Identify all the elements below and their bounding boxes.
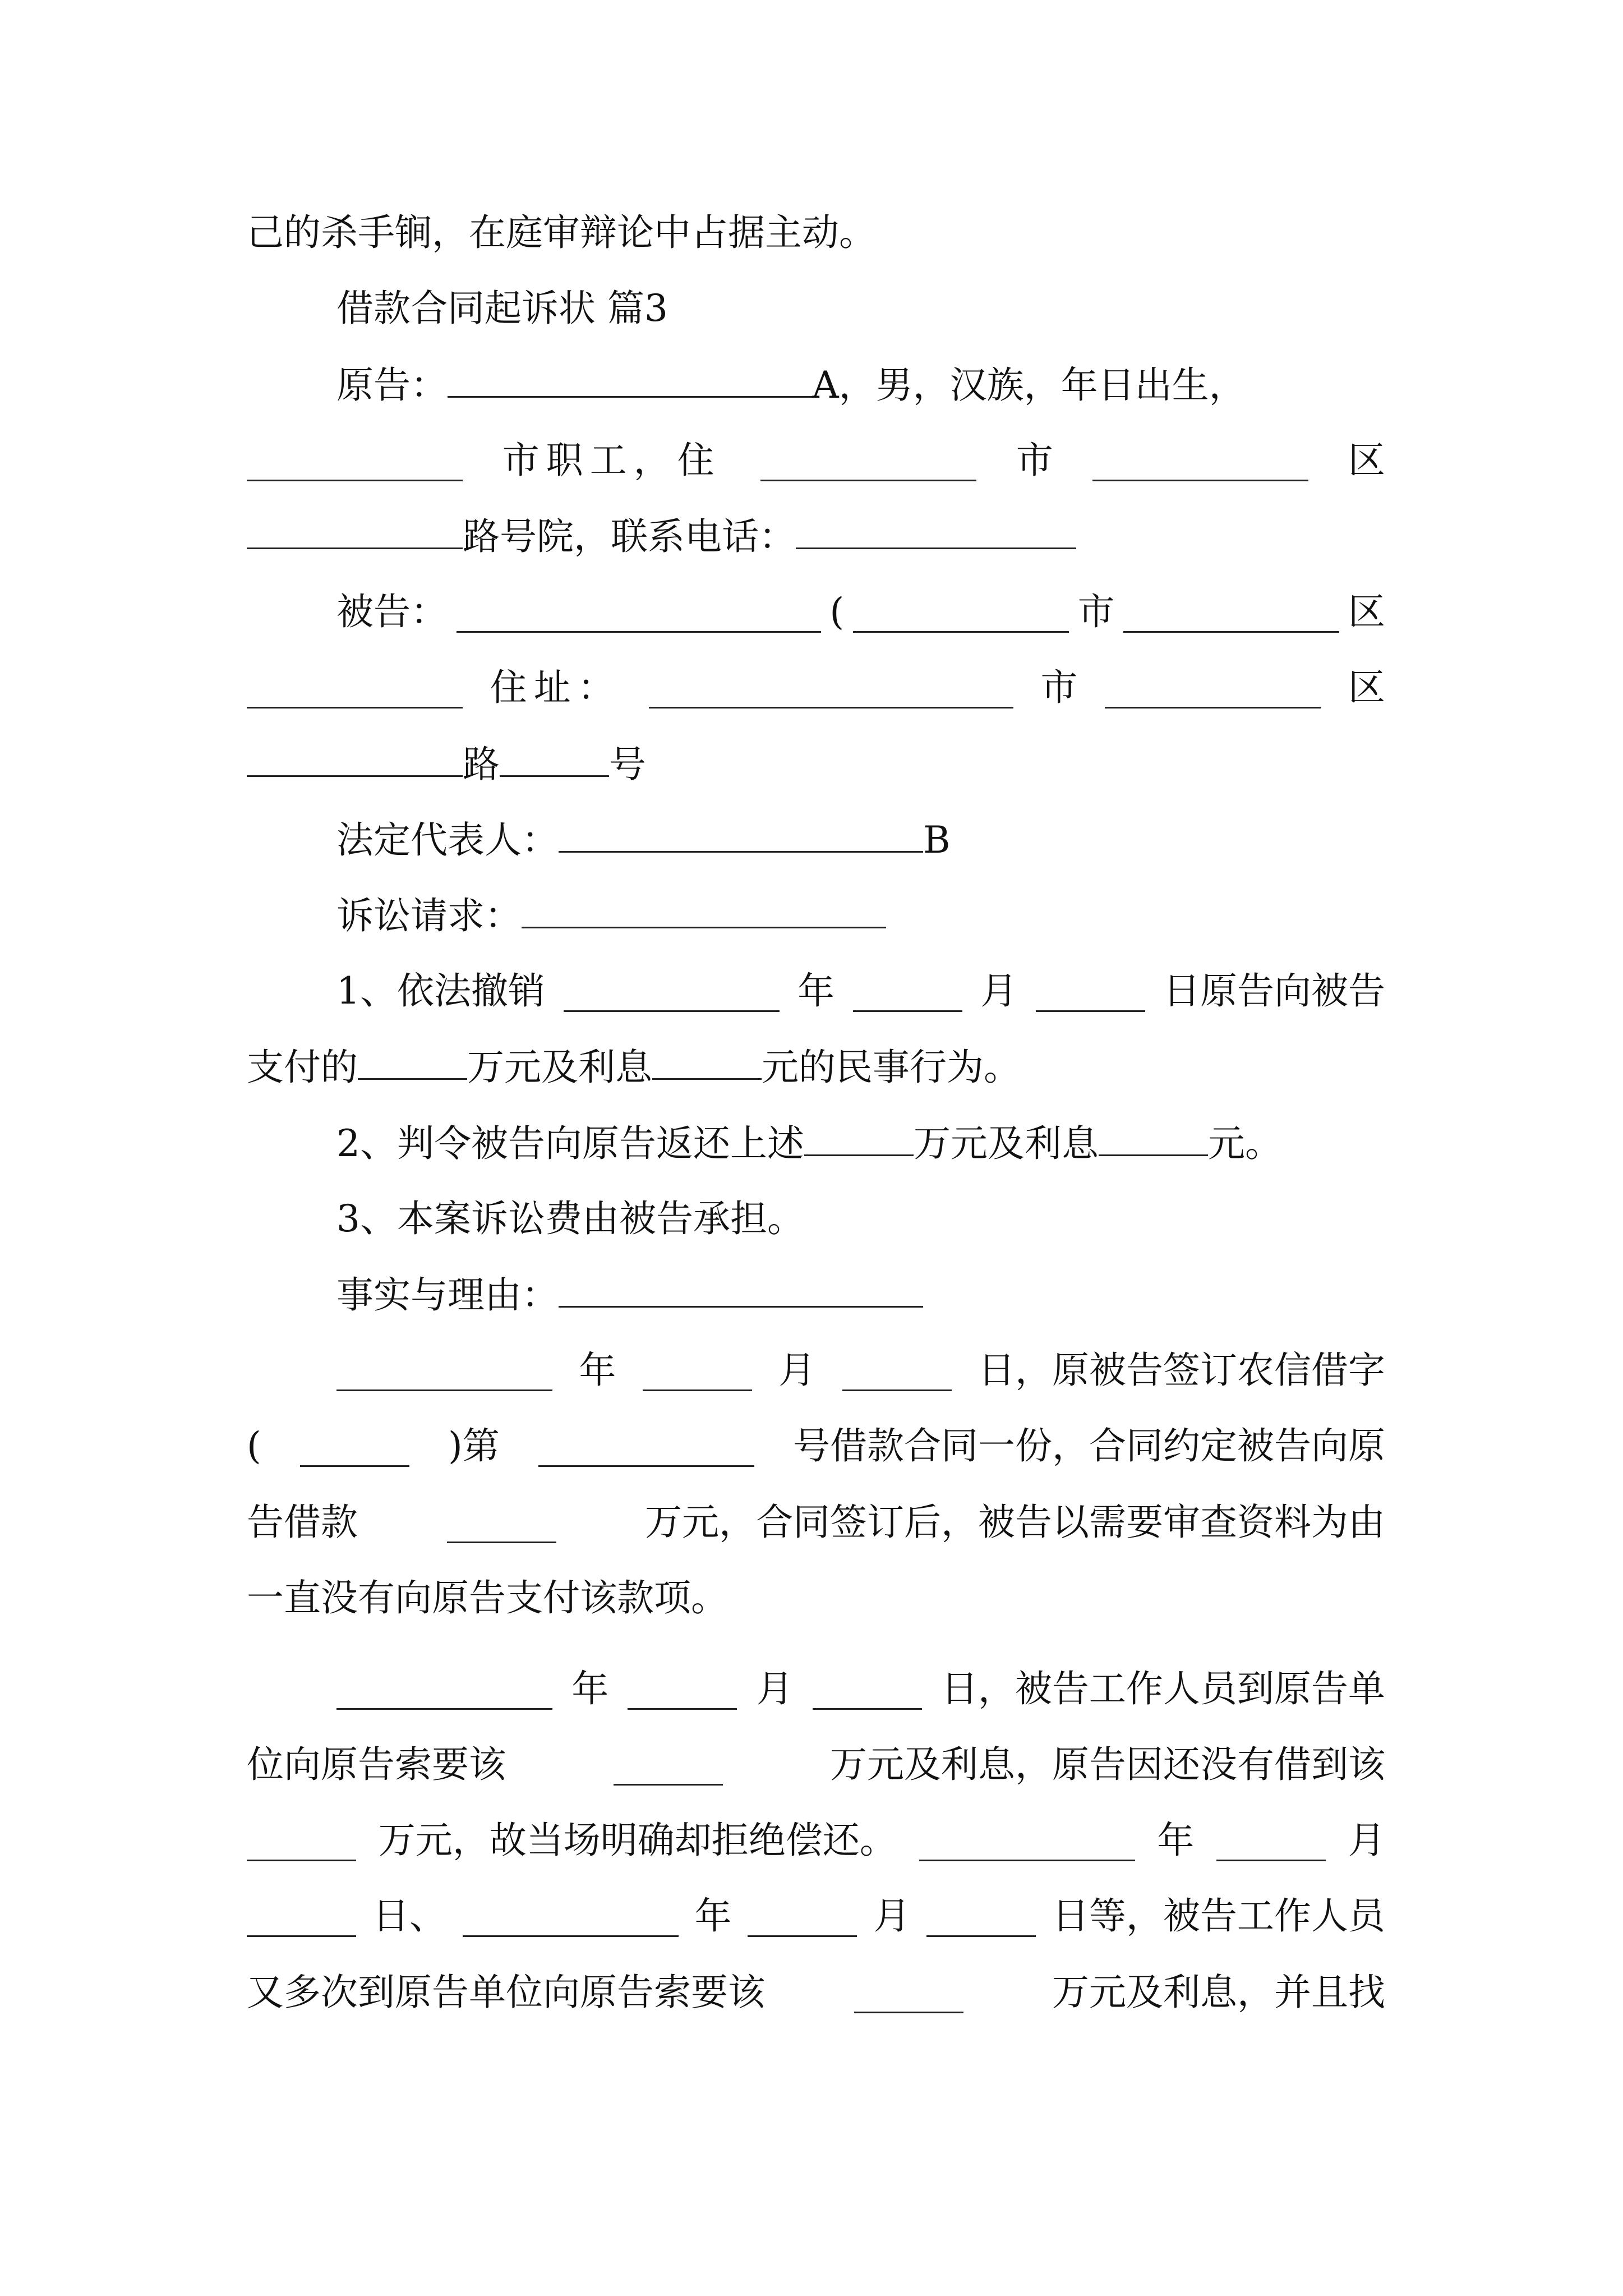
text: 年 bbox=[579, 1349, 616, 1392]
claims-heading-line bbox=[336, 887, 1385, 944]
text: 年 bbox=[694, 1894, 732, 1938]
text: 日原告向被告 bbox=[1163, 969, 1385, 1013]
text: 日等，被告工作人员 bbox=[1052, 1894, 1385, 1938]
text: B bbox=[923, 818, 951, 862]
claim-3-line bbox=[336, 1191, 1385, 1247]
text: 市 bbox=[1016, 439, 1053, 482]
blank-field bbox=[1123, 592, 1339, 633]
claim-1-line bbox=[336, 963, 1385, 1019]
plaintiff-line bbox=[336, 357, 1385, 413]
text: 一直没有向原告支付该款项。 bbox=[247, 1576, 728, 1619]
text: 万元，故当场明确却拒绝偿还。 bbox=[378, 1819, 897, 1862]
blank-field bbox=[1092, 440, 1308, 481]
facts-heading-line bbox=[336, 1267, 1385, 1323]
blank-field bbox=[854, 1972, 963, 2013]
blank-field bbox=[853, 971, 962, 1012]
text: 告借款 bbox=[247, 1501, 358, 1544]
blank-field bbox=[796, 508, 1076, 549]
defendant-line bbox=[336, 584, 1385, 640]
blank-field bbox=[448, 357, 812, 398]
label: 诉讼请求： bbox=[336, 894, 522, 937]
text: 日、 bbox=[372, 1894, 446, 1938]
blank-field bbox=[336, 1350, 552, 1391]
text: 市 bbox=[1077, 590, 1115, 633]
blank-field bbox=[813, 1669, 922, 1710]
text: ( bbox=[829, 590, 845, 633]
text: 月 bbox=[778, 1349, 816, 1392]
text: 己的杀手锏，在庭审辩论中占据主动。 bbox=[247, 211, 876, 254]
facts-line-3 bbox=[247, 1494, 1385, 1550]
plaintiff-address-line bbox=[247, 432, 1385, 489]
text: 月 bbox=[873, 1894, 911, 1938]
blank-field bbox=[500, 736, 609, 777]
text: 市职工，住 bbox=[502, 439, 721, 482]
facts-line-1 bbox=[336, 1342, 1385, 1398]
blank-field bbox=[559, 1267, 923, 1308]
text: )第 bbox=[448, 1424, 500, 1467]
text: 路号院，联系电话： bbox=[463, 515, 796, 558]
blank-field bbox=[247, 668, 463, 708]
blank-field bbox=[247, 1896, 356, 1937]
blank-field bbox=[336, 1669, 552, 1710]
label: 原告： bbox=[336, 364, 448, 407]
blank-field bbox=[247, 440, 463, 481]
facts-line-8 bbox=[247, 1888, 1385, 1944]
text: 万元及利息 bbox=[467, 1046, 652, 1089]
blank-field bbox=[358, 1039, 467, 1080]
blank-field bbox=[247, 1820, 356, 1861]
blank-field bbox=[643, 1350, 752, 1391]
label: 被告： bbox=[336, 590, 448, 633]
text: 位向原告索要该 bbox=[247, 1743, 506, 1786]
text: 年 bbox=[797, 969, 834, 1013]
blank-field bbox=[1216, 1820, 1326, 1861]
blank-field bbox=[447, 1502, 556, 1543]
blank-field bbox=[652, 1039, 762, 1080]
text: 号 bbox=[609, 743, 646, 786]
text: 区 bbox=[1348, 590, 1385, 633]
facts-line-9 bbox=[247, 1964, 1385, 2021]
heading-text: 借款合同起诉状 篇3 bbox=[336, 287, 668, 330]
label: 法定代表人： bbox=[336, 818, 559, 862]
blank-field bbox=[614, 1745, 723, 1786]
defendant-address-line bbox=[247, 660, 1385, 716]
text: 1、依法撤销 bbox=[336, 969, 545, 1013]
text: 2、判令被告向原告返还上述 bbox=[336, 1122, 804, 1165]
blank-field bbox=[804, 1115, 914, 1156]
blank-field bbox=[748, 1896, 857, 1937]
text: 月 bbox=[980, 969, 1017, 1013]
text: 万元，合同签订后，被告以需要审查资料为由 bbox=[645, 1501, 1385, 1544]
blank-field bbox=[853, 592, 1069, 633]
text: 万元及利息，原告因还没有借到该 bbox=[830, 1743, 1385, 1786]
text: 区 bbox=[1348, 666, 1385, 709]
facts-line-5 bbox=[336, 1661, 1385, 1717]
text: 路 bbox=[463, 743, 500, 786]
facts-line-4 bbox=[247, 1570, 1385, 1626]
facts-line-2 bbox=[247, 1418, 1385, 1474]
text: 万元及利息，并且找 bbox=[1052, 1971, 1385, 2014]
blank-field bbox=[649, 668, 1013, 708]
blank-field bbox=[1099, 1115, 1208, 1156]
claim-2-line bbox=[336, 1115, 1385, 1171]
blank-field bbox=[628, 1669, 737, 1710]
text: 年 bbox=[571, 1667, 609, 1710]
blank-field bbox=[842, 1350, 952, 1391]
blank-field bbox=[559, 812, 923, 853]
section-heading bbox=[336, 280, 1385, 337]
text: 年 bbox=[1157, 1819, 1195, 1862]
text: ( bbox=[247, 1424, 261, 1467]
defendant-road-line bbox=[247, 736, 1385, 792]
facts-line-6 bbox=[247, 1737, 1385, 1793]
blank-field bbox=[522, 887, 886, 928]
blank-field bbox=[247, 736, 463, 777]
text: 号借款合同一份，合同约定被告向原 bbox=[793, 1424, 1385, 1467]
blank-field bbox=[300, 1426, 409, 1467]
blank-field bbox=[564, 971, 780, 1012]
text: 市 bbox=[1040, 666, 1078, 709]
blank-field bbox=[1036, 971, 1145, 1012]
blank-field bbox=[926, 1896, 1036, 1937]
text: 月 bbox=[756, 1667, 794, 1710]
text: 又多次到原告单位向原告索要该 bbox=[247, 1971, 765, 2014]
blank-field bbox=[1105, 668, 1321, 708]
claim-1-continued bbox=[247, 1039, 1385, 1095]
text: 元的民事行为。 bbox=[762, 1046, 1021, 1089]
text: 日，被告工作人员到原告单 bbox=[940, 1667, 1385, 1710]
blank-field bbox=[463, 1896, 679, 1937]
text-line bbox=[247, 205, 1385, 261]
text: 元。 bbox=[1208, 1122, 1282, 1165]
text: 万元及利息 bbox=[914, 1122, 1099, 1165]
plaintiff-contact-line bbox=[247, 508, 1385, 564]
text: 3、本案诉讼费由被告承担。 bbox=[336, 1197, 804, 1240]
text: 支付的 bbox=[247, 1046, 358, 1089]
text: 日，原被告签订农信借字 bbox=[978, 1349, 1385, 1392]
blank-field bbox=[538, 1426, 754, 1467]
label: 事实与理由： bbox=[336, 1273, 559, 1317]
blank-field bbox=[247, 508, 463, 549]
text: 区 bbox=[1348, 439, 1385, 482]
blank-field bbox=[457, 592, 821, 633]
blank-field bbox=[919, 1820, 1135, 1861]
facts-line-7 bbox=[247, 1812, 1385, 1869]
text: 月 bbox=[1348, 1819, 1385, 1862]
legal-representative-line bbox=[336, 812, 1385, 868]
text: A，男，汉族，年日出生， bbox=[812, 364, 1246, 407]
text: 住址： bbox=[490, 666, 621, 709]
blank-field bbox=[760, 440, 976, 481]
